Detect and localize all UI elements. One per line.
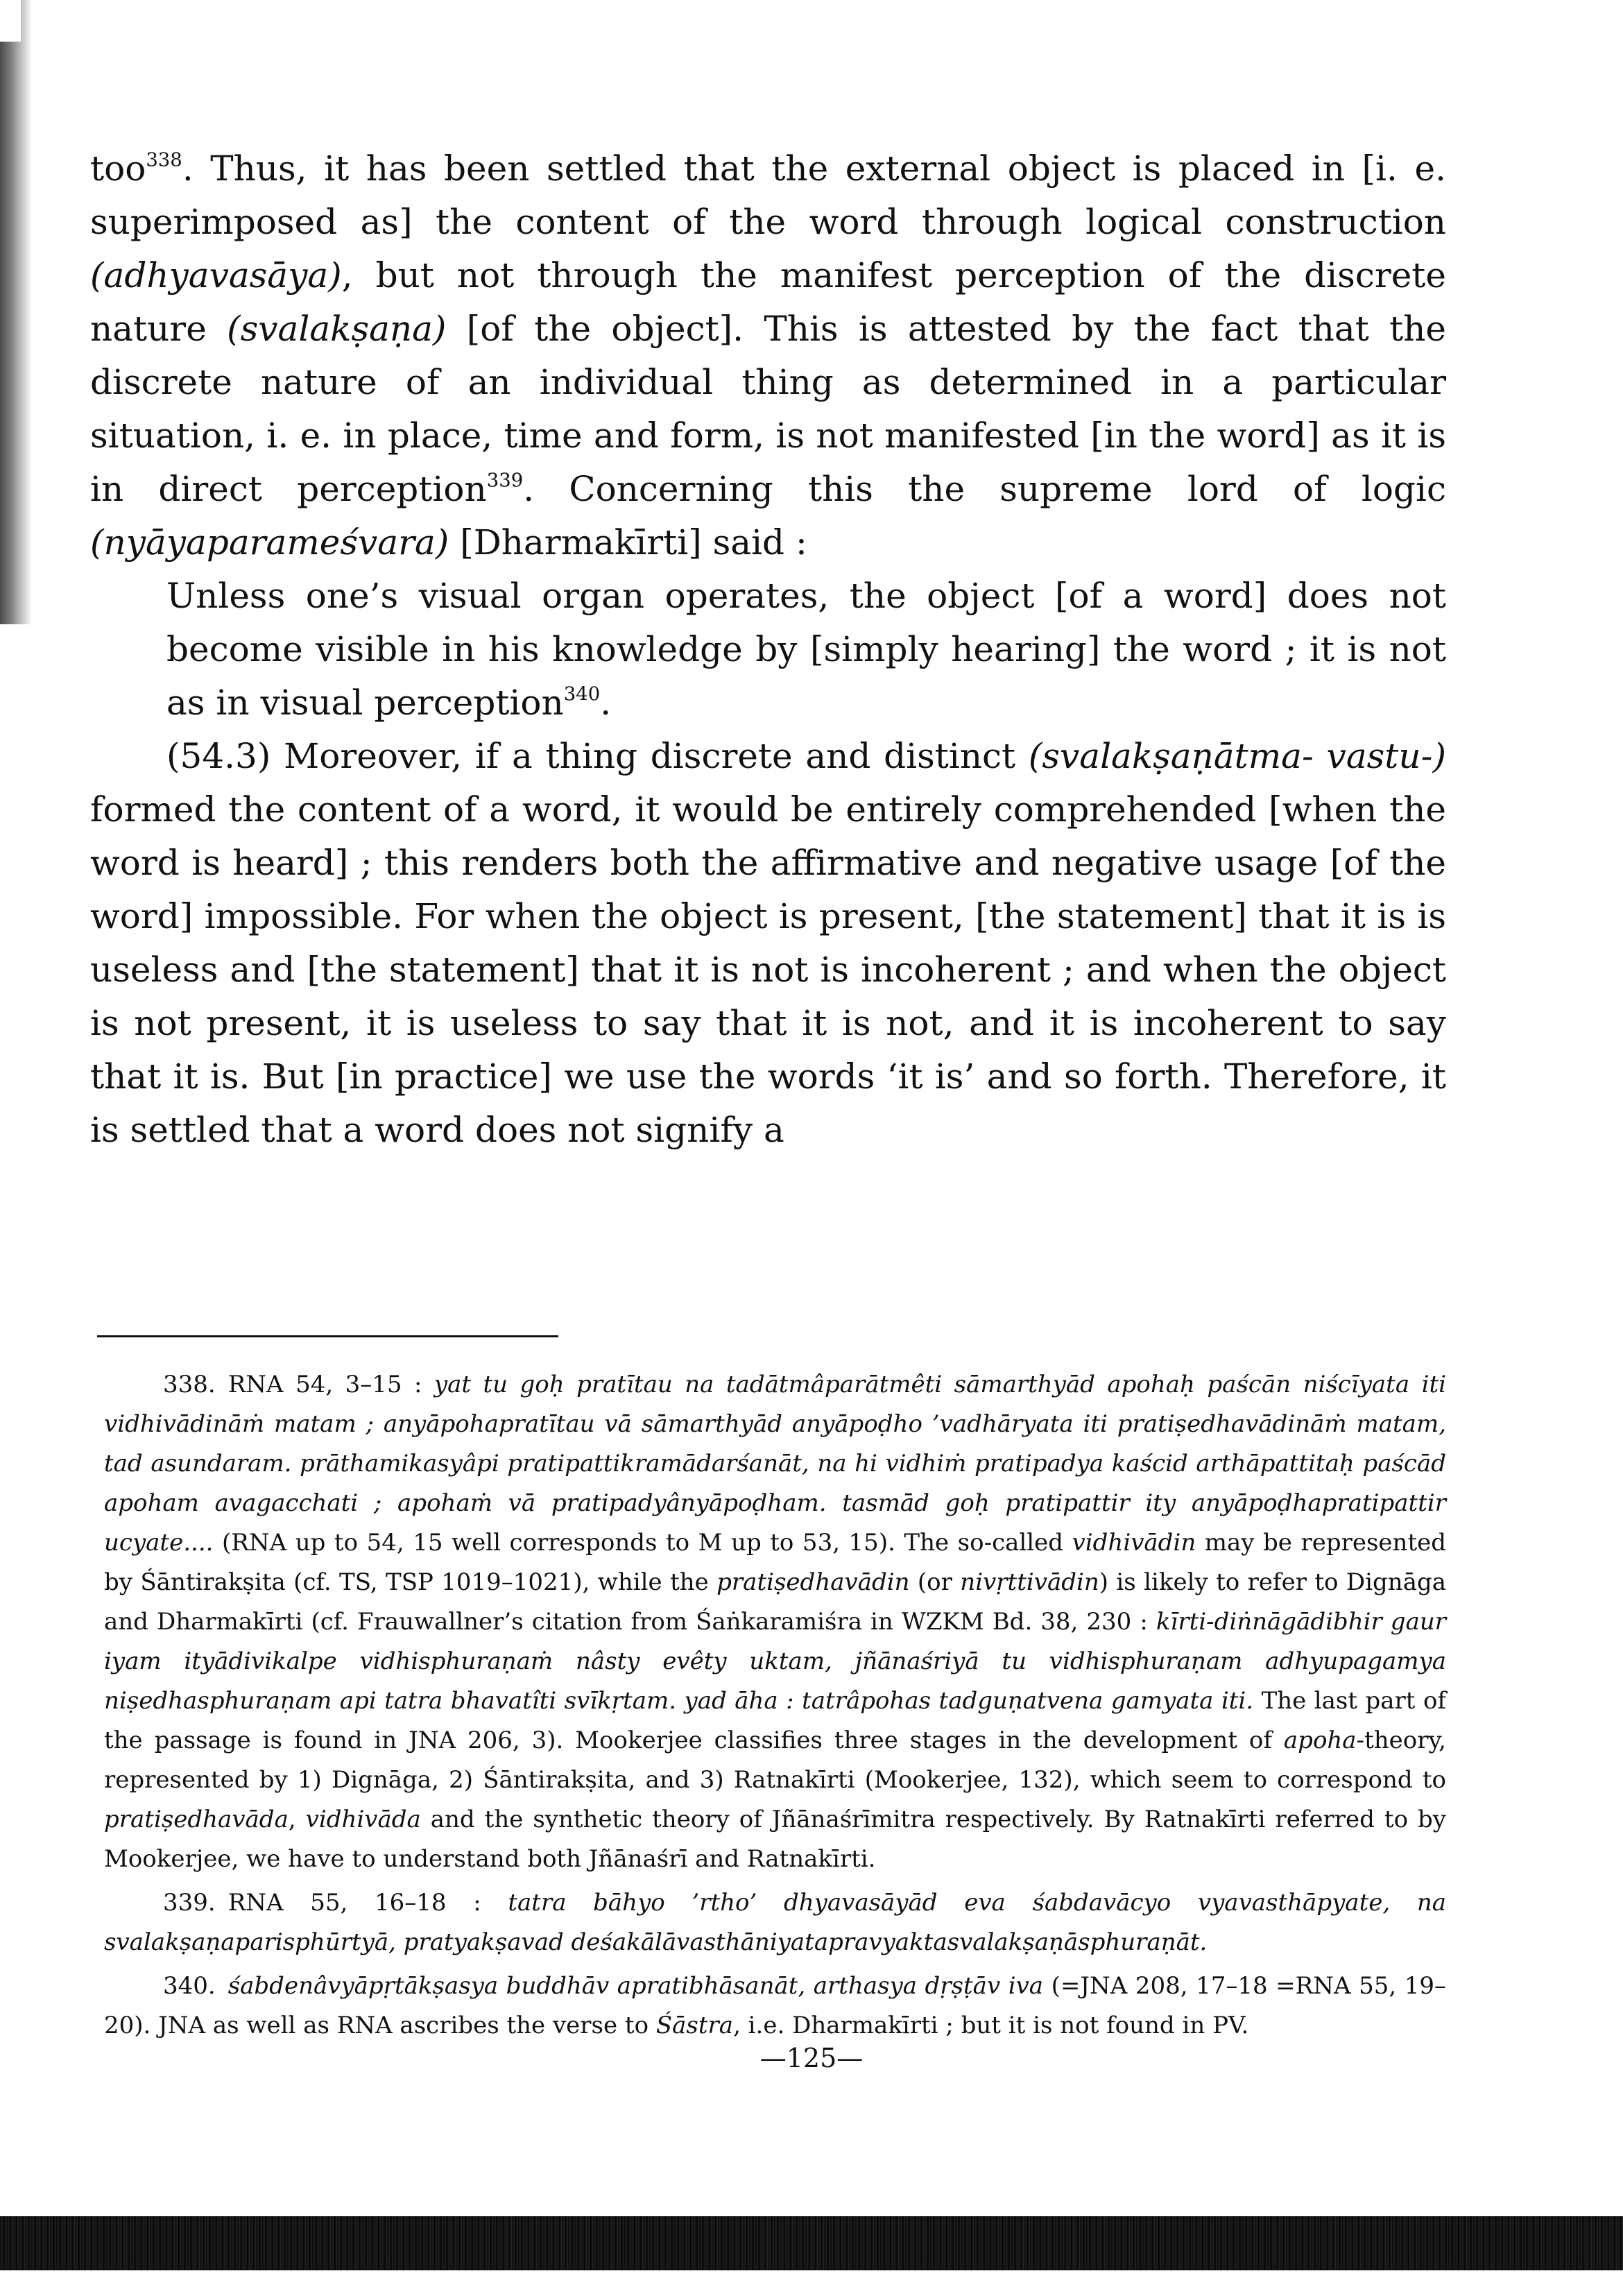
italic-term: (svalakṣaṇātma- vastu-) xyxy=(1028,736,1446,776)
text-run: . Thus, it has been settled that the external object is placed in [i. e. superimposed as] the content of the word through logical construction xyxy=(90,148,1446,242)
italic-term: (adhyavasāya) xyxy=(90,255,342,295)
scan-shadow-left-edge xyxy=(0,0,32,624)
text-run: [of the object]. This is attested by the fact that the discrete nature of an individual thing as determined in a particular situation, i. e. in place, time and form, is not manifested [in the word] as it is in direct perception xyxy=(90,309,1446,509)
footnote-reference: 339 xyxy=(486,469,524,492)
text-run: and the synthetic theory of Jñānaśrīmitra respectively. By Ratnakīrti referred to by Mookerjee, we have to understand both Jñānaśrī and Ratnakīrti. xyxy=(104,1806,1446,1873)
text-run: , but not through the manifest perception of the discrete nature xyxy=(90,255,1446,349)
text-run: RNA 54, 3–15 : xyxy=(227,1371,434,1398)
text-run: formed the content of a word, it would be entirely comprehended [when the word is heard] ; this renders both the affirmative and negative usage [of the word] impossible. For when the object is present, [the statement] that it is is useless and [the statement] that it is not is incoherent ; and when the object is not present, it is useless to say that it is not, and it is incoherent to say that it is. But [in practice] we use the words ‘it is’ and so forth. Therefore, it is settled that a word does not signify a xyxy=(90,789,1446,1150)
footnotes-section xyxy=(104,1365,1446,2050)
text-run: , xyxy=(288,1806,306,1833)
text-run: , i.e. Dharmakīrti ; but it is not found in PV. xyxy=(733,2012,1249,2039)
italic-term: pratiṣedhavāda xyxy=(104,1806,289,1833)
footnote-339 xyxy=(104,1883,1446,1962)
text-run: (54.3) Moreover, if a thing discrete and distinct xyxy=(166,736,1029,776)
scan-edge-top-mask xyxy=(0,0,21,42)
italic-term: vidhivādin xyxy=(1072,1529,1196,1557)
italic-term: pratiṣedhavādin xyxy=(716,1568,910,1596)
text-run: too xyxy=(90,148,146,189)
text-run: The last part of the passage is found in JNA 206, 3). Mookerjee classifies three stages in the development of xyxy=(104,1687,1446,1754)
italic-term: Śāstra xyxy=(655,2012,734,2039)
text-run: RNA 55, 16–18 : xyxy=(227,1889,508,1917)
text-run: (RNA up to 54, 15 well corresponds to M up to 53, 15). The so-called xyxy=(213,1529,1072,1557)
text-run: . Concerning this the supreme lord of logic xyxy=(523,469,1446,509)
footnote-reference: 340 xyxy=(563,683,601,705)
paragraph-54-3 xyxy=(90,730,1446,1157)
footnote-338 xyxy=(104,1365,1446,1879)
text-run: [Dharmakīrti] said : xyxy=(449,522,807,563)
text-run: (=JNA 208, 17–18 =RNA 55, 19–20). JNA as well as RNA ascribes the verse to xyxy=(104,1972,1446,2039)
text-run: . xyxy=(600,683,612,723)
italic-term: kīrti-diṅnāgādibhir gaur iyam ityādivikalpe vidhisphuraṇaṁ nâsty evêty uktam, jñānaśriyā tu vidhisphuraṇam adhyupagamya niṣedhasphuraṇam api tatra bhavatîti svīkṛtam. yad āha : tatrâpohas tadguṇatvena gamyata iti. xyxy=(104,1608,1446,1715)
italic-term: śabdenâvyāpṛtākṣasya buddhāv apratibhāsanāt, arthasya dṛṣṭāv iva xyxy=(227,1972,1044,2000)
footnote-reference: 338 xyxy=(146,148,182,171)
italic-term: vidhivāda xyxy=(305,1806,421,1833)
scan-bottom-dark-band xyxy=(0,2216,1623,2270)
footnote-number: 340. xyxy=(163,1972,216,2000)
footnote-340 xyxy=(104,1967,1446,2046)
block-quotation-dharmakirti xyxy=(166,569,1446,730)
italic-term: nivṛttivādin xyxy=(960,1568,1099,1596)
italic-term: (svalakṣaṇa) xyxy=(227,309,447,349)
text-run: (or xyxy=(909,1568,961,1596)
text-run: ) is likely to refer to Dignāga and Dharmakīrti (cf. Frauwallner’s citation from Śaṅkaramiśra in WZKM Bd. 38, 230 : xyxy=(104,1568,1447,1636)
text-run: may be represented by Śāntirakṣita (cf. TS, TSP 1019–1021), while the xyxy=(104,1529,1446,1596)
paragraph-continuation xyxy=(90,142,1446,569)
text-run: -theory, represented by 1) Dignāga, 2) Śāntirakṣita, and 3) Ratnakīrti (Mookerjee, 132), which seem to correspond to xyxy=(104,1727,1446,1794)
page-number: —125— xyxy=(759,2043,864,2073)
text-run: Unless one’s visual organ operates, the object [of a word] does not become visible in his knowledge by [simply hearing] the word ; it is not as in visual perception xyxy=(166,576,1446,723)
italic-term: apoha xyxy=(1283,1727,1357,1754)
footnote-separator-rule xyxy=(97,1335,558,1337)
italic-term: tatra bāhyo ’rtho’ dhyavasāyād eva śabdavācyo vyavasthāpyate, na svalakṣaṇaparisphūrtyā, pratyakṣavad deśakālāvasthāniyatapravyaktasvalakṣaṇāsphuraṇāt. xyxy=(104,1889,1446,1956)
footnote-number: 339. xyxy=(163,1889,216,1917)
italic-term: yat tu goḥ pratītau na tadātmâparātmêti sāmarthyād apohaḥ paścān niścīyata iti vidhivādināṁ matam ; anyāpohapratītau vā sāmarthyād anyāpoḍho ’vadhāryata iti pratiṣedhavādināṁ matam, tad asundaram. prāthamikasyâpi pratipattikramādarśanāt, na hi vidhiṁ pratipadya kaścid arthāpattitaḥ paścād apoham avagacchati ; apohaṁ vā pratipadyânyāpoḍham. tasmād goḥ pratipattir ity anyāpoḍhapratipattir ucyate.... xyxy=(104,1371,1446,1557)
footnote-number: 338. xyxy=(163,1371,216,1398)
main-body-text xyxy=(90,142,1446,1157)
italic-term: (nyāyaparameśvara) xyxy=(90,522,449,563)
